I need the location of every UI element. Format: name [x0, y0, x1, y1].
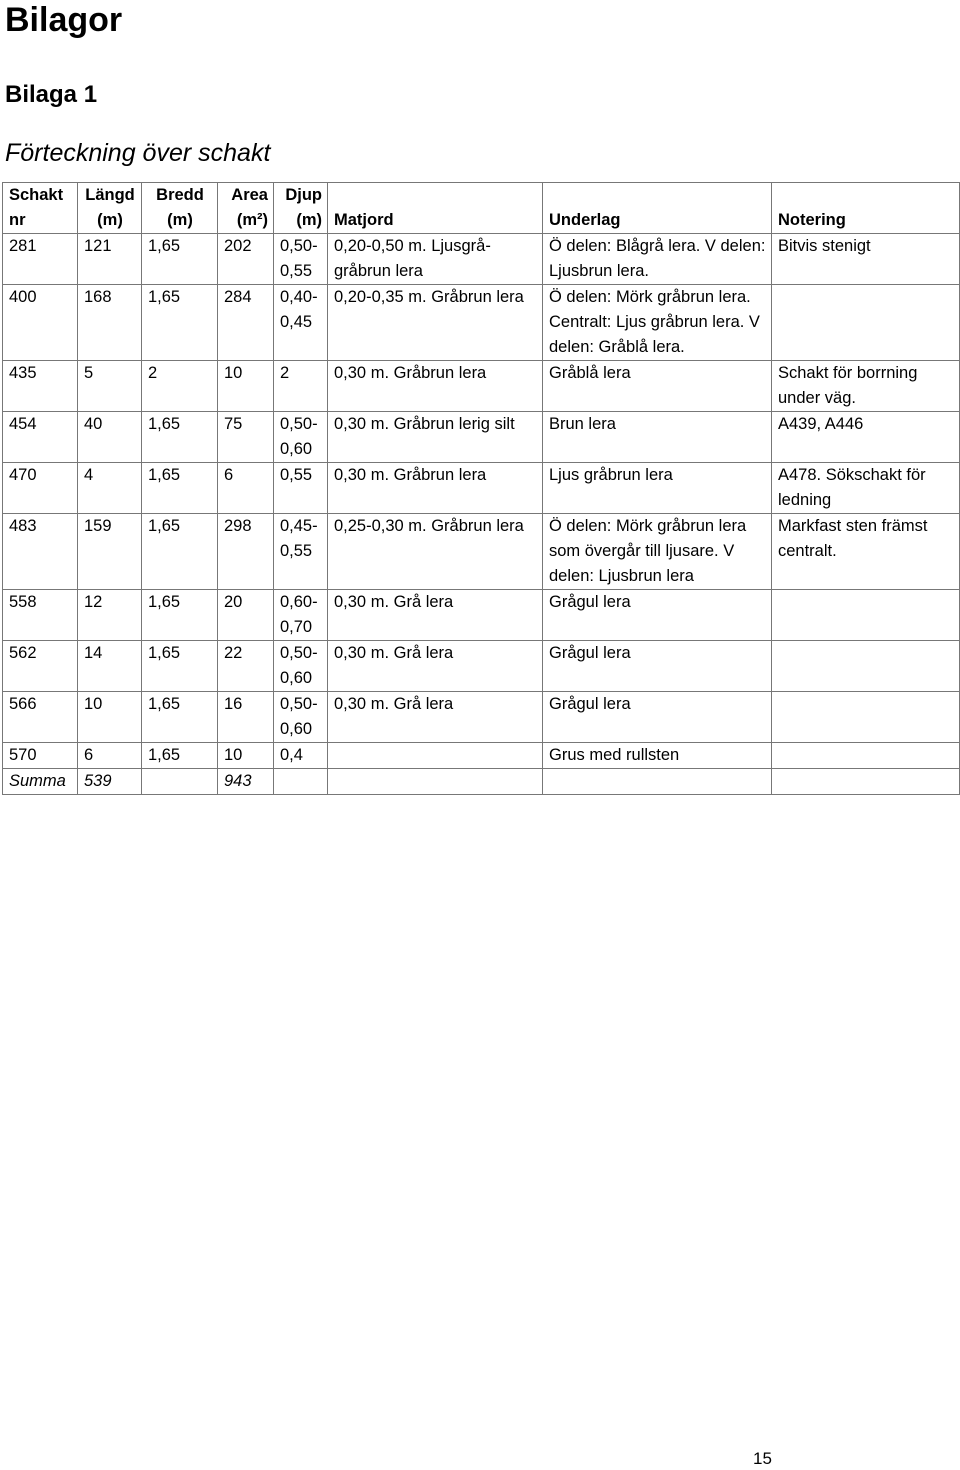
- cell-djup: 0,45-0,55: [274, 514, 328, 590]
- cell-underlag: Ö delen: Mörk gråbrun lera. Centralt: Ljus gråbrun lera. V delen: Gråblå lera.: [543, 285, 772, 361]
- cell-nr: 483: [3, 514, 78, 590]
- table-row: [3, 412, 960, 463]
- cell-underlag: Ö delen: Mörk gråbrun lera som övergår till ljusare. V delen: Ljusbrun lera: [543, 514, 772, 590]
- cell-langd: 5: [78, 361, 142, 412]
- table-row: [3, 692, 960, 743]
- table-row: [3, 743, 960, 769]
- cell-area: 20: [218, 590, 274, 641]
- summary-empty-cell: [543, 769, 772, 795]
- cell-underlag: Grus med rullsten: [543, 743, 772, 769]
- cell-area: 298: [218, 514, 274, 590]
- cell-matjord: 0,30 m. Gråbrun lerig silt: [328, 412, 543, 463]
- cell-langd: 121: [78, 234, 142, 285]
- cell-underlag: Gråblå lera: [543, 361, 772, 412]
- cell-matjord: 0,30 m. Grå lera: [328, 590, 543, 641]
- cell-nr: 558: [3, 590, 78, 641]
- cell-matjord: 0,30 m. Gråbrun lera: [328, 463, 543, 514]
- summary-empty-cell: [328, 769, 543, 795]
- cell-nr: 281: [3, 234, 78, 285]
- summary-empty-cell: [772, 769, 960, 795]
- cell-matjord: 0,20-0,50 m. Ljusgrå-gråbrun lera: [328, 234, 543, 285]
- schakt-table: [2, 182, 960, 795]
- cell-langd: 4: [78, 463, 142, 514]
- cell-langd: 168: [78, 285, 142, 361]
- cell-notering: [772, 590, 960, 641]
- cell-underlag: Grågul lera: [543, 692, 772, 743]
- cell-bredd: 1,65: [142, 641, 218, 692]
- header-area: Area (m²): [218, 183, 274, 234]
- cell-bredd: 2: [142, 361, 218, 412]
- cell-area: 6: [218, 463, 274, 514]
- cell-langd: 6: [78, 743, 142, 769]
- table-header: [3, 183, 960, 234]
- header-bredd: Bredd (m): [142, 183, 218, 234]
- cell-area: 16: [218, 692, 274, 743]
- cell-notering: [772, 641, 960, 692]
- cell-underlag: Ljus gråbrun lera: [543, 463, 772, 514]
- cell-nr: 570: [3, 743, 78, 769]
- appendix-title: Bilaga 1: [5, 81, 98, 108]
- cell-underlag: Grågul lera: [543, 590, 772, 641]
- summary-empty-cell: [142, 769, 218, 795]
- cell-notering: [772, 743, 960, 769]
- cell-area: 75: [218, 412, 274, 463]
- cell-bredd: 1,65: [142, 590, 218, 641]
- table-row: [3, 361, 960, 412]
- table-row: [3, 514, 960, 590]
- cell-area: 202: [218, 234, 274, 285]
- cell-area: 284: [218, 285, 274, 361]
- cell-bredd: 1,65: [142, 514, 218, 590]
- cell-djup: 2: [274, 361, 328, 412]
- page-number: 15: [753, 1449, 772, 1468]
- summary-langd: 539: [78, 769, 142, 795]
- table-row: [3, 590, 960, 641]
- cell-bredd: 1,65: [142, 412, 218, 463]
- cell-notering: Schakt för borrning under väg.: [772, 361, 960, 412]
- cell-bredd: 1,65: [142, 285, 218, 361]
- header-langd: Längd (m): [78, 183, 142, 234]
- table-caption: Förteckning över schakt: [5, 139, 271, 167]
- cell-djup: 0,50-0,60: [274, 412, 328, 463]
- cell-langd: 14: [78, 641, 142, 692]
- cell-underlag: Ö delen: Blågrå lera. V delen: Ljusbrun lera.: [543, 234, 772, 285]
- header-djup: Djup (m): [274, 183, 328, 234]
- cell-notering: A478. Sökschakt för ledning: [772, 463, 960, 514]
- cell-notering: A439, A446: [772, 412, 960, 463]
- cell-djup: 0,50-0,60: [274, 641, 328, 692]
- cell-langd: 40: [78, 412, 142, 463]
- cell-djup: 0,4: [274, 743, 328, 769]
- summary-row: [3, 769, 960, 795]
- table-row: [3, 641, 960, 692]
- cell-area: 10: [218, 743, 274, 769]
- cell-djup: 0,55: [274, 463, 328, 514]
- header-underlag: Underlag: [543, 183, 772, 234]
- table-body: [3, 234, 960, 795]
- header-schakt-nr: Schakt nr: [3, 183, 78, 234]
- cell-area: 10: [218, 361, 274, 412]
- cell-notering: Markfast sten främst centralt.: [772, 514, 960, 590]
- cell-nr: 400: [3, 285, 78, 361]
- cell-matjord: 0,20-0,35 m. Gråbrun lera: [328, 285, 543, 361]
- cell-underlag: Grågul lera: [543, 641, 772, 692]
- cell-underlag: Brun lera: [543, 412, 772, 463]
- table-row: [3, 285, 960, 361]
- summary-area: 943: [218, 769, 274, 795]
- table-row: [3, 463, 960, 514]
- cell-djup: 0,60-0,70: [274, 590, 328, 641]
- page-heading: Bilagor: [5, 1, 123, 39]
- cell-djup: 0,40-0,45: [274, 285, 328, 361]
- cell-matjord: 0,30 m. Gråbrun lera: [328, 361, 543, 412]
- cell-langd: 12: [78, 590, 142, 641]
- cell-matjord: 0,25-0,30 m. Gråbrun lera: [328, 514, 543, 590]
- header-matjord: Matjord: [328, 183, 543, 234]
- cell-nr: 562: [3, 641, 78, 692]
- cell-langd: 159: [78, 514, 142, 590]
- cell-matjord: 0,30 m. Grå lera: [328, 641, 543, 692]
- cell-bredd: 1,65: [142, 234, 218, 285]
- cell-bredd: 1,65: [142, 743, 218, 769]
- summary-label: Summa: [3, 769, 78, 795]
- cell-nr: 454: [3, 412, 78, 463]
- header-notering: Notering: [772, 183, 960, 234]
- cell-nr: 435: [3, 361, 78, 412]
- cell-matjord: 0,30 m. Grå lera: [328, 692, 543, 743]
- cell-notering: [772, 692, 960, 743]
- cell-bredd: 1,65: [142, 463, 218, 514]
- cell-bredd: 1,65: [142, 692, 218, 743]
- cell-notering: Bitvis stenigt: [772, 234, 960, 285]
- summary-empty-cell: [274, 769, 328, 795]
- cell-notering: [772, 285, 960, 361]
- cell-nr: 470: [3, 463, 78, 514]
- cell-matjord: [328, 743, 543, 769]
- table-row: [3, 234, 960, 285]
- cell-djup: 0,50-0,60: [274, 692, 328, 743]
- cell-area: 22: [218, 641, 274, 692]
- cell-nr: 566: [3, 692, 78, 743]
- cell-langd: 10: [78, 692, 142, 743]
- cell-djup: 0,50-0,55: [274, 234, 328, 285]
